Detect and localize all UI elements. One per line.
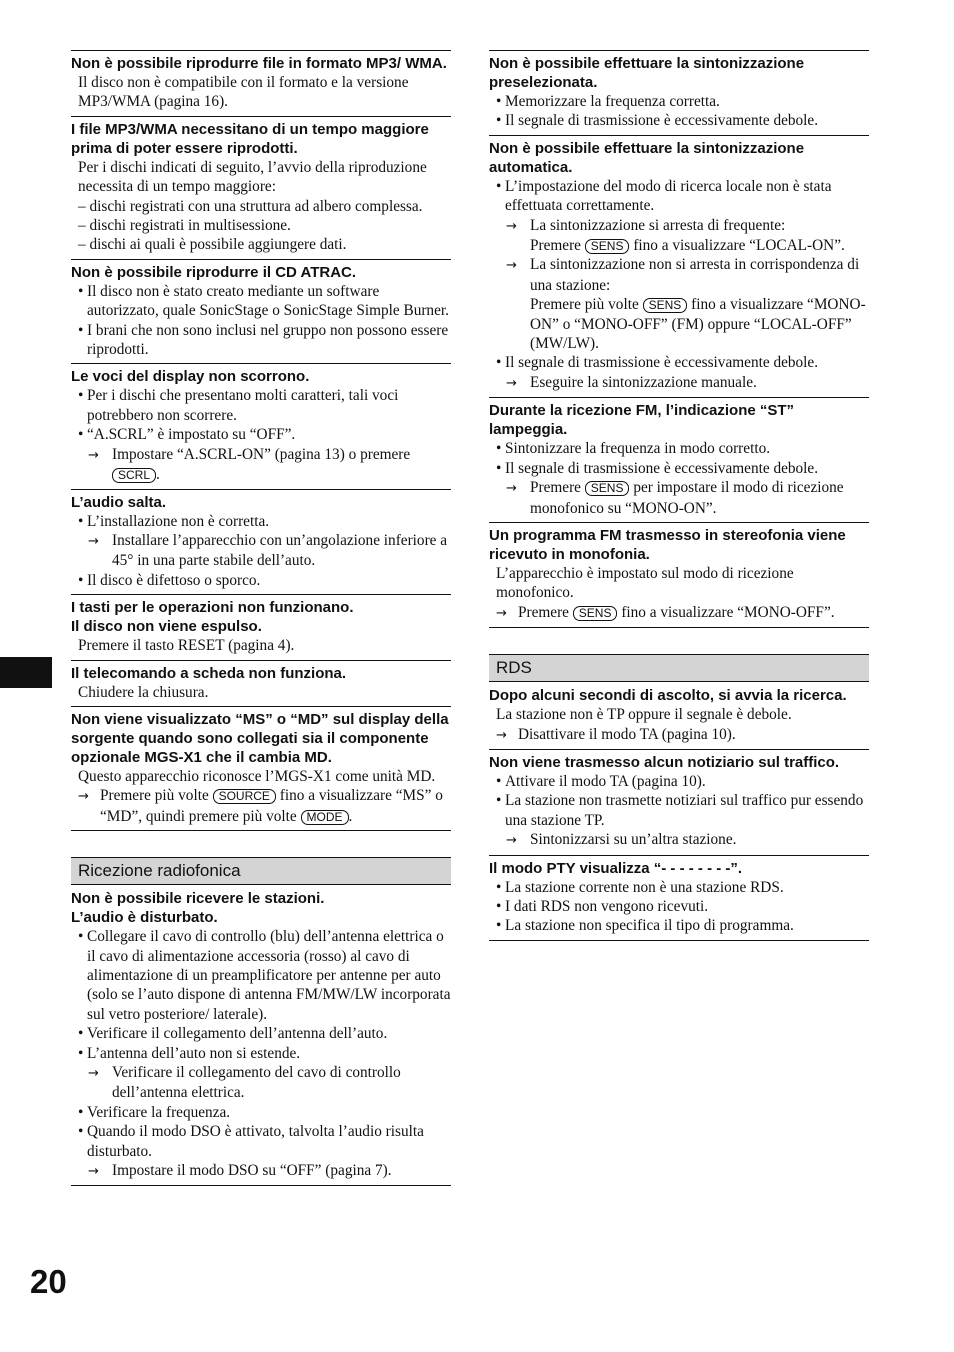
arrow-text: per impostare il modo di ricezione monofonico su “MONO-ON”. xyxy=(530,479,844,517)
arrow-text: fino a visualizzare “LOCAL-ON”. xyxy=(633,237,845,255)
bullet-item: • L’installazione non è corretta. xyxy=(71,512,451,531)
issue-mp3-format xyxy=(71,50,451,116)
issue-heading: Non viene visualizzato “MS” o “MD” sul display della sorgente quando sono collegati sia il componente opzionale MGS-X1 che il cambia MD. xyxy=(71,710,449,766)
left-column xyxy=(71,50,451,1186)
issue-preset-tuning xyxy=(489,50,869,135)
source-key-label: SOURCE xyxy=(213,789,276,804)
bullet-item: • Il disco non è stato creato mediante un software autorizzato, quale SonicStage o SonicStage Simple Burner. xyxy=(71,282,451,321)
arrow-item: → Impostare il modo DSO su “OFF” (pagina 7). xyxy=(71,1161,451,1181)
sens-key-label: SENS xyxy=(643,298,688,313)
arrow-item: → Sintonizzarsi su un’altra stazione. xyxy=(489,830,869,850)
arrow-text: Premere xyxy=(530,479,581,497)
issue-heading: Non è possibile riprodurre il CD ATRAC. xyxy=(71,263,357,281)
arrow-text: fino a visualizzare “MONO-OFF”. xyxy=(621,603,835,621)
dash-item: – dischi registrati con una struttura ad albero complessa. xyxy=(78,197,423,215)
issue-auto-tuning xyxy=(489,135,869,397)
issue-heading: Non è possibile effettuare la sintonizzazione automatica. xyxy=(489,139,805,176)
arrow-item: → La sintonizzazione non si arresta in corrispondenza di una stazione: xyxy=(489,255,869,295)
issue-heading: Non è possibile ricevere le stazioni. xyxy=(71,890,325,908)
issue-atrac xyxy=(71,259,451,364)
arrow-text-end: . xyxy=(348,807,353,825)
bullet-item: • Per i dischi che presentano molti caratteri, tali voci potrebbero non scorrere. xyxy=(71,386,451,425)
bullet-item: • La stazione non trasmette notiziari sul traffico pur essendo una stazione TP. xyxy=(489,791,869,830)
issue-heading: I file MP3/WMA necessitano di un tempo maggiore prima di poter essere riprodotti. xyxy=(71,120,429,157)
page-number: 20 xyxy=(30,1263,67,1300)
issue-text: Questo apparecchio riconosce l’MGS-X1 come unità MD. xyxy=(78,767,436,785)
issue-text: Il disco non è compatibile con il formato e la versione MP3/WMA (pagina 16). xyxy=(78,74,409,111)
issue-text: Chiudere la chiusura. xyxy=(78,683,209,701)
bullet-item: • Il segnale di trasmissione è eccessivamente debole. xyxy=(489,111,869,130)
issue-heading: Non è possibile effettuare la sintonizzazione preselezionata. xyxy=(489,55,805,91)
bullet-item: • Attivare il modo TA (pagina 10). xyxy=(489,772,869,791)
scrl-key-label: SCRL xyxy=(112,468,156,483)
bullet-item: • Verificare il collegamento dell’antenna dell’auto. xyxy=(71,1024,451,1043)
bullet-item: • L’impostazione del modo di ricerca locale non è stata effettuata correttamente. xyxy=(489,177,869,216)
issue-heading: Non viene trasmesso alcun notiziario sul traffico. xyxy=(489,753,840,771)
arrow-item xyxy=(489,478,869,518)
arrow-text: Premere più volte xyxy=(530,296,639,314)
bullet-item: • La stazione corrente non è una stazione RDS. xyxy=(489,878,869,897)
arrow-text: Premere xyxy=(530,237,581,255)
issue-no-reception xyxy=(71,885,451,1186)
bullet-item: • Il segnale di trasmissione è eccessivamente debole. xyxy=(489,353,869,372)
sens-key-label: SENS xyxy=(585,239,630,254)
arrow-text: fino a visualizzare “MS” o “MD”, quindi premere più volte xyxy=(100,787,443,825)
issue-heading: Non è possibile riprodurre file in formato MP3/ WMA. xyxy=(71,55,447,72)
section-title-rds: RDS xyxy=(489,654,869,682)
bullet-item: • Verificare la frequenza. xyxy=(71,1103,451,1122)
sens-key-label: SENS xyxy=(585,481,630,496)
issue-pty-display xyxy=(489,855,869,941)
issue-heading: Il disco non viene espulso. xyxy=(71,618,262,636)
issue-heading: L’audio è disturbato. xyxy=(71,909,218,927)
issue-mp3-delay xyxy=(71,116,451,259)
issue-st-flashing xyxy=(489,397,869,522)
bullet-item: • Memorizzare la frequenza corretta. xyxy=(489,92,869,111)
issue-text: Premere il tasto RESET (pagina 4). xyxy=(78,637,295,655)
arrow-text: fino a visualizzare “MONO-ON” o “MONO-OFF” (FM) oppure “LOCAL-OFF” (MW/LW). xyxy=(530,296,866,353)
bullet-item: • “A.SCRL” è impostato su “OFF”. xyxy=(71,425,451,444)
arrow-text: Impostare “A.SCRL-ON” (pagina 13) o premere xyxy=(112,445,411,463)
bullet-item: • L’antenna dell’auto non si estende. xyxy=(71,1044,451,1063)
arrow-continuation xyxy=(489,236,869,255)
arrow-item: → Installare l’apparecchio con un’angolazione inferiore a 45° in una parte stabile dell’auto. xyxy=(71,531,451,571)
arrow-text: Premere più volte xyxy=(100,787,209,805)
issue-ms-md xyxy=(71,706,451,831)
arrow-continuation xyxy=(489,295,869,353)
arrow-item: → La sintonizzazione si arresta di frequente: xyxy=(489,216,869,236)
issue-heading: Un programma FM trasmesso in stereofonia viene ricevuto in monofonia. xyxy=(489,526,846,563)
arrow-item xyxy=(71,445,451,485)
issue-text: L’apparecchio è impostato sul modo di ricezione monofonico. xyxy=(496,564,794,602)
bullet-item: • Sintonizzare la frequenza in modo corretto. xyxy=(489,439,869,458)
bullet-item: • Quando il modo DSO è attivato, talvolta l’audio risulta disturbato. xyxy=(71,1122,451,1161)
arrow-item: → Eseguire la sintonizzazione manuale. xyxy=(489,373,869,393)
bullet-item: • La stazione non specifica il tipo di programma. xyxy=(489,916,869,935)
arrow-text-end: . xyxy=(156,466,160,484)
issue-remote xyxy=(71,660,451,706)
issue-heading: Dopo alcuni secondi di ascolto, si avvia la ricerca. xyxy=(489,687,847,705)
bullet-item: • Collegare il cavo di controllo (blu) dell’antenna elettrica o il cavo di alimentazione accessoria (rosso) al cavo di alimentazione di un preamplificatore per antenne per auto (solo se l’auto dispone di antenna FM/MW/LW incorporata sul vetro posteriore/ laterale). xyxy=(71,927,451,1024)
issue-heading: Il telecomando a scheda non funziona. xyxy=(71,664,347,682)
arrow-text: Premere xyxy=(518,603,569,621)
issue-heading: I tasti per le operazioni non funzionano. xyxy=(71,599,354,617)
arrow-item xyxy=(489,603,869,623)
bullet-item: • Il segnale di trasmissione è eccessivamente debole. xyxy=(489,459,869,478)
issue-heading: L’audio salta. xyxy=(71,493,167,511)
issue-no-traffic xyxy=(489,749,869,855)
arrow-item: → Disattivare il modo TA (pagina 10). xyxy=(489,725,869,745)
issue-seek-starts xyxy=(489,682,869,749)
issue-display-scroll xyxy=(71,363,451,488)
bullet-item: • Il disco è difettoso o sporco. xyxy=(71,571,451,590)
issue-text: La stazione non è TP oppure il segnale è debole. xyxy=(496,706,792,724)
sens-key-label: SENS xyxy=(573,606,618,621)
issue-heading: Durante la ricezione FM, l’indicazione “ST” lampeggia. xyxy=(489,402,795,439)
arrow-item xyxy=(71,786,451,826)
issue-heading: Le voci del display non scorrono. xyxy=(71,368,310,386)
issue-fm-mono xyxy=(489,522,869,628)
section-title-radio: Ricezione radiofonica xyxy=(71,857,451,885)
arrow-item: → Verificare il collegamento del cavo di controllo dell’antenna elettrica. xyxy=(71,1063,451,1103)
bullet-item: • I dati RDS non vengono ricevuti. xyxy=(489,897,869,916)
bullet-item: • I brani che non sono inclusi nel gruppo non possono essere riprodotti. xyxy=(71,321,451,360)
mode-key-label: MODE xyxy=(301,810,349,825)
dash-item: – dischi registrati in multisessione. xyxy=(78,217,291,235)
issue-buttons xyxy=(71,594,451,659)
right-column xyxy=(489,50,869,941)
section-tab-marker xyxy=(0,657,52,688)
issue-audio-skips xyxy=(71,489,451,595)
issue-text: Per i dischi indicati di seguito, l’avvio della riproduzione necessita di un tempo maggiore: xyxy=(78,158,427,196)
issue-heading: Il modo PTY visualizza “- - - - - - - -”. xyxy=(489,859,743,877)
dash-item: – dischi ai quali è possibile aggiungere dati. xyxy=(78,236,347,254)
